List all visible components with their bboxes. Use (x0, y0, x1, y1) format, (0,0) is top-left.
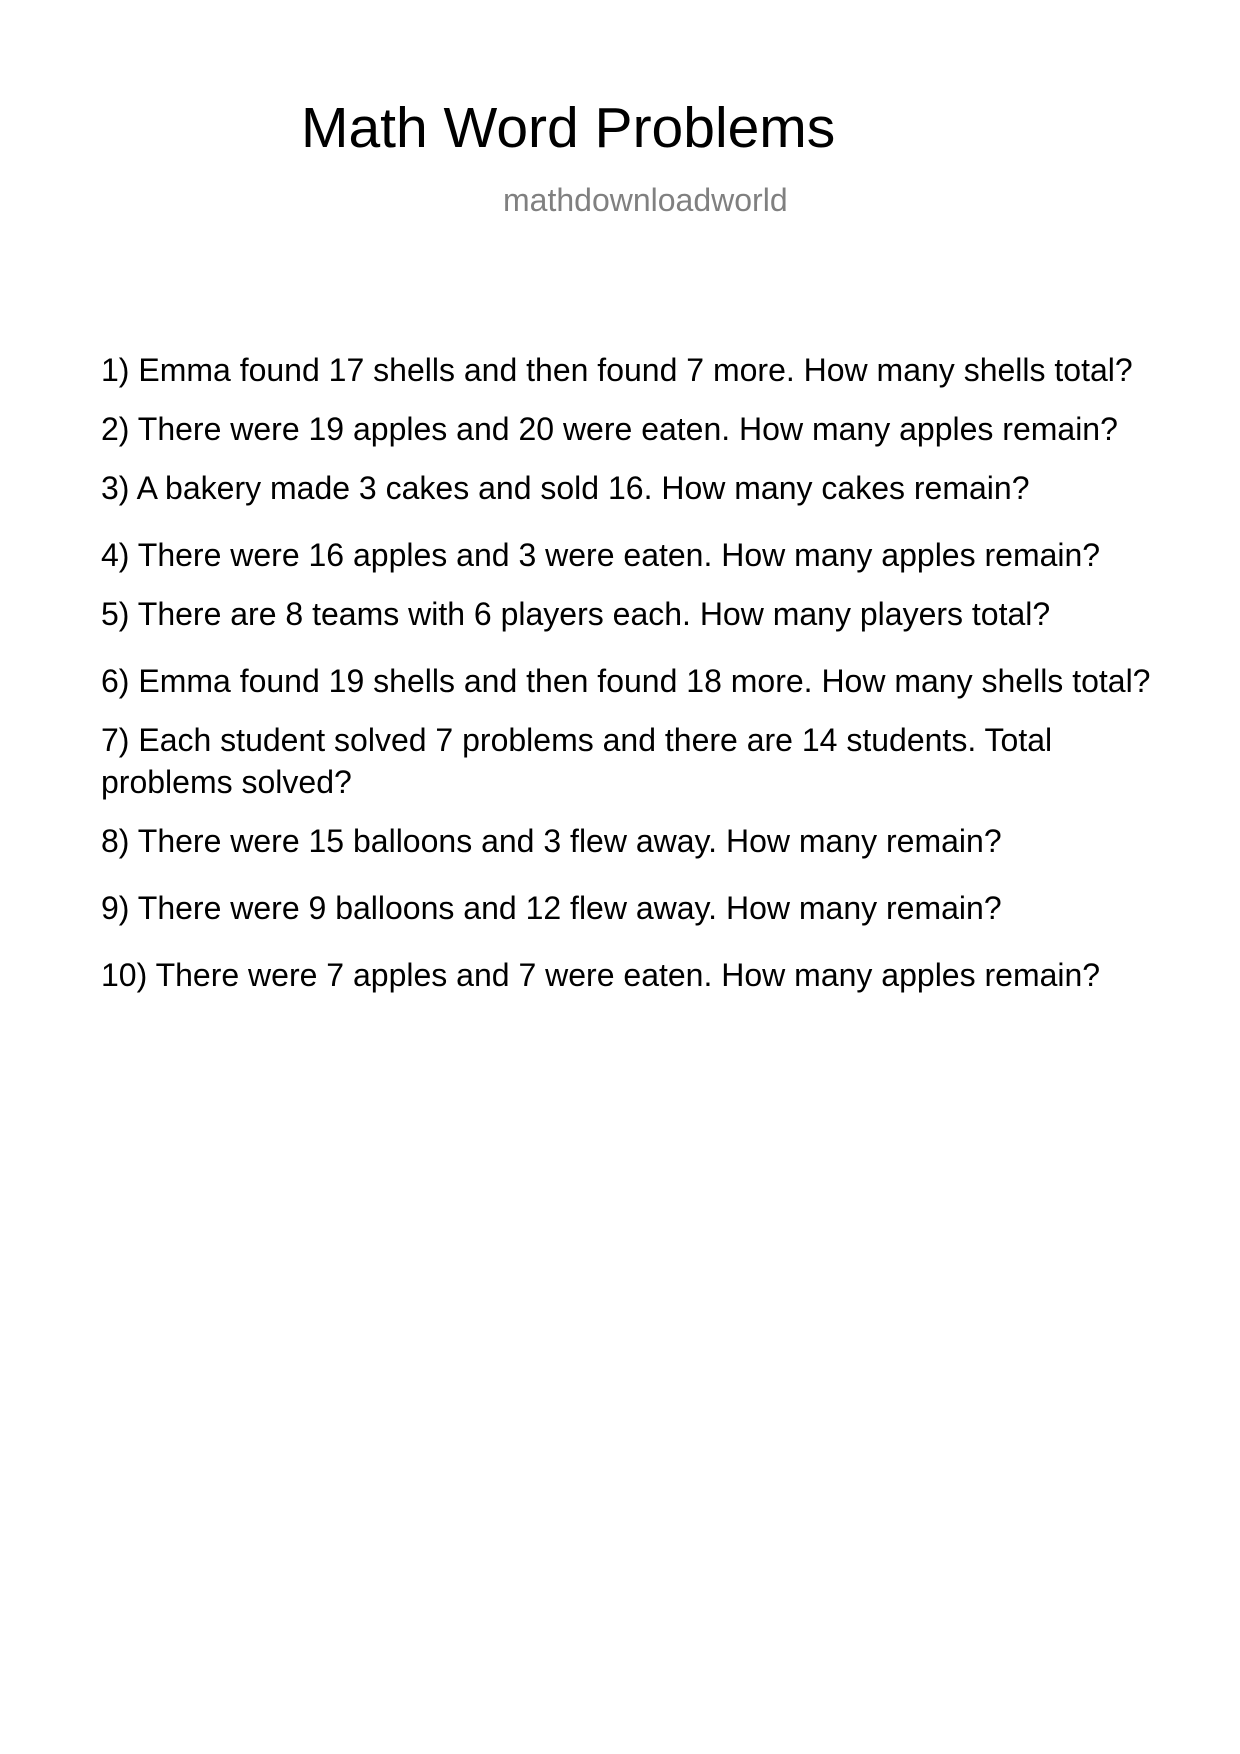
page-title: Math Word Problems (301, 96, 836, 160)
problem-item: 4) There were 16 apples and 3 were eaten. How many apples remain? (101, 537, 1101, 573)
problem-item: 2) There were 19 apples and 20 were eaten. How many apples remain? (101, 411, 1118, 447)
problem-item: 5) There are 8 teams with 6 players each. How many players total? (101, 596, 1051, 632)
problem-list (101, 349, 1161, 1013)
problem-item: 1) Emma found 17 shells and then found 7 more. How many shells total? (101, 352, 1133, 388)
problem-item: 8) There were 15 balloons and 3 flew away. How many remain? (101, 823, 1002, 859)
problem-item: 10) There were 7 apples and 7 were eaten. How many apples remain? (101, 957, 1101, 993)
problem-item: 7) Each student solved 7 problems and there are 14 students. Total problems solved? (101, 722, 1053, 800)
problem-item: 3) A bakery made 3 cakes and sold 16. How many cakes remain? (101, 470, 1030, 506)
problem-item: 6) Emma found 19 shells and then found 18 more. How many shells total? (101, 663, 1151, 699)
problem-item: 9) There were 9 balloons and 12 flew away. How many remain? (101, 890, 1002, 926)
page-subtitle: mathdownloadworld (503, 182, 788, 218)
